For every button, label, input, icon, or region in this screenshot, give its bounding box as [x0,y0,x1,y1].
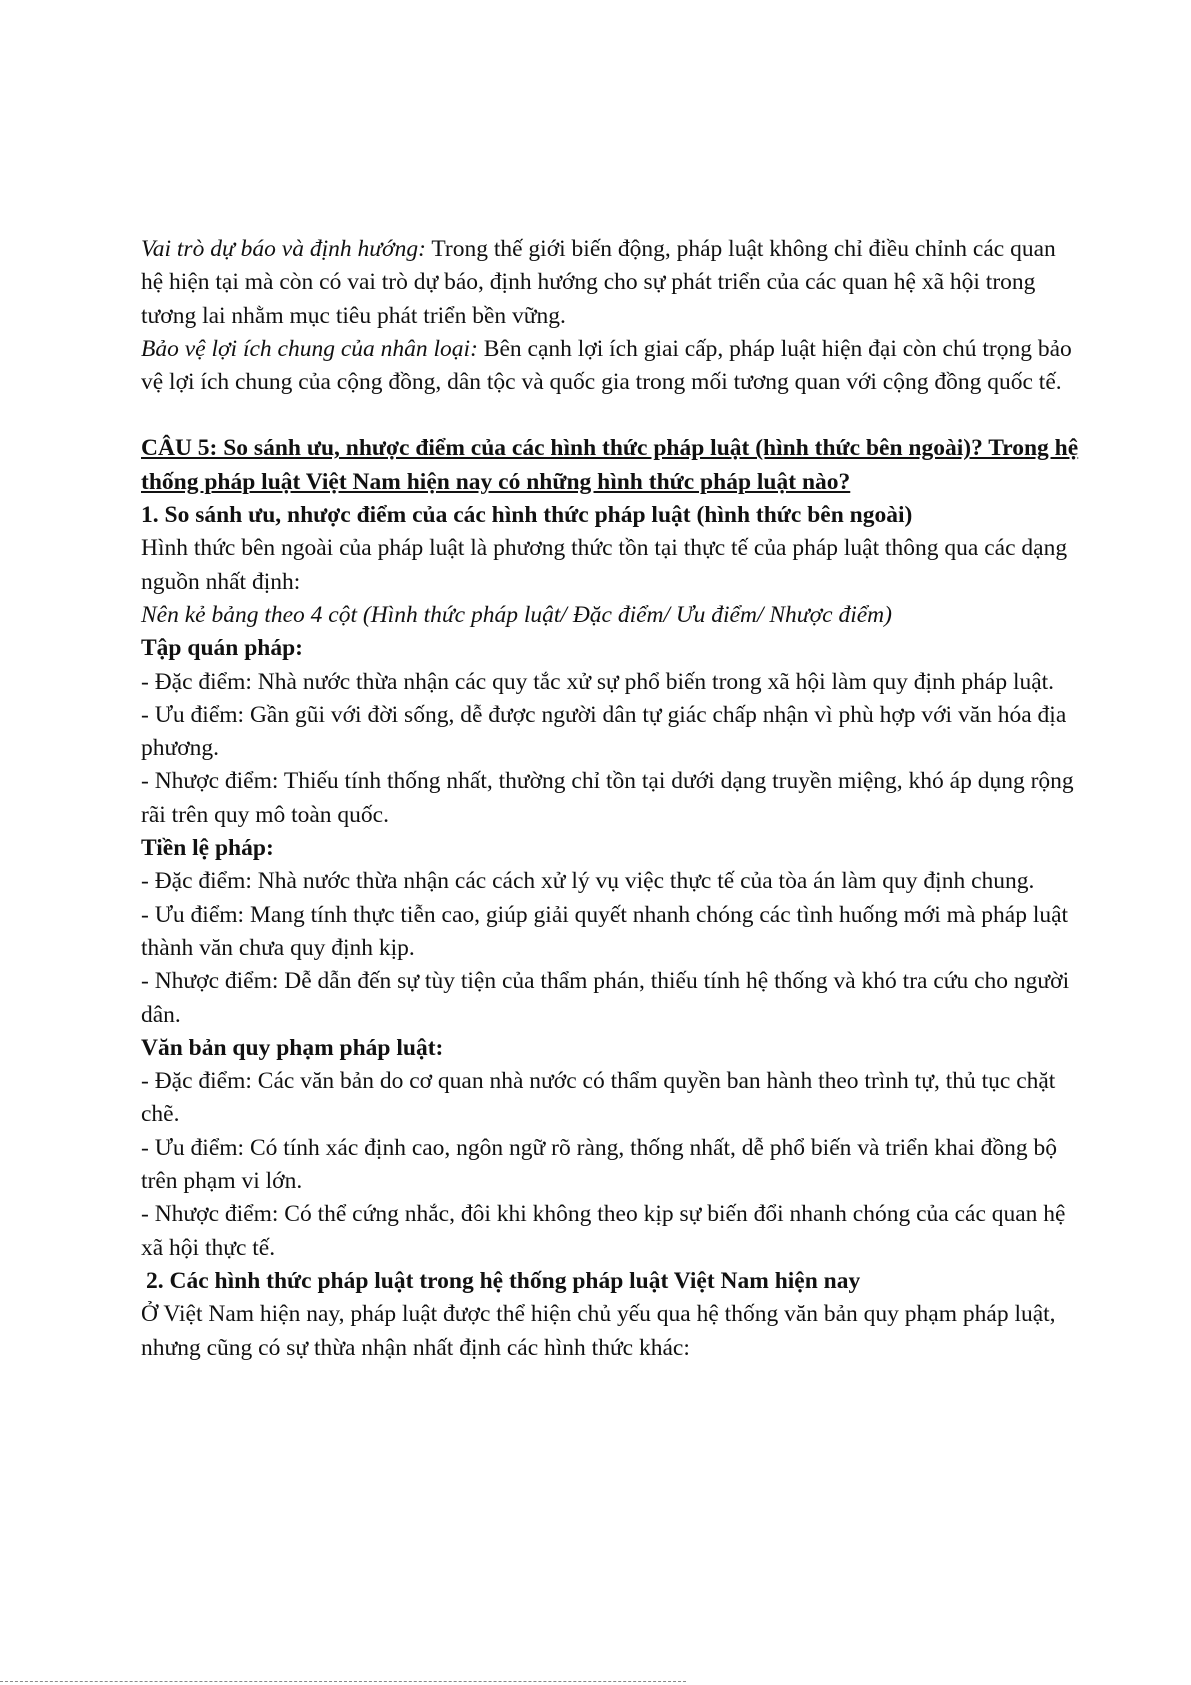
section2-text: Ở Việt Nam hiện nay, pháp luật được thể hiện chủ yếu qua hệ thống văn bản quy phạm pháp luật, nhưng cũng có sự thừa nhận nhất định các hình thức khác: [141,1301,1056,1361]
section1-intro: Hình thức bên ngoài của pháp luật là phương thức tồn tại thực tế của pháp luật thông qua các dạng nguồn nhất định: [141,535,1068,595]
spacer [141,399,1081,432]
form-point: - Đặc điểm: Nhà nước thừa nhận các cách xử lý vụ việc thực tế của tòa án làm quy định chung. [141,868,1035,895]
form-point: - Nhược điểm: Có thể cứng nhắc, đôi khi không theo kịp sự biến đổi nhanh chóng của các quan hệ xã hội thực tế. [141,1201,1066,1261]
intro-label: Bảo vệ lợi ích chung của nhân loại: [141,335,478,362]
document-body [141,233,1081,1365]
section2-heading: 2. Các hình thức pháp luật trong hệ thống pháp luật Việt Nam hiện nay [146,1267,861,1294]
section1-note: Nên kẻ bảng theo 4 cột (Hình thức pháp luật/ Đặc điểm/ Ưu điểm/ Nhược điểm) [141,601,892,628]
form-point: - Nhược điểm: Thiếu tính thống nhất, thường chỉ tồn tại dưới dạng truyền miệng, khó áp dụng rộng rãi trên quy mô toàn quốc. [141,768,1074,828]
form-point: - Ưu điểm: Gần gũi với đời sống, dễ được người dân tự giác chấp nhận vì phù hợp với văn hóa địa phương. [141,701,1067,762]
form-point: - Ưu điểm: Có tính xác định cao, ngôn ngữ rõ ràng, thống nhất, dễ phổ biến và triển khai đồng bộ trên phạm vi lớn. [141,1134,1057,1195]
page-footer-divider [0,1681,686,1682]
form-point: - Ưu điểm: Mang tính thực tiễn cao, giúp giải quyết nhanh chóng các tình huống mới mà pháp luật thành văn chưa quy định kịp. [141,901,1069,961]
form-point: - Đặc điểm: Nhà nước thừa nhận các quy tắc xử sự phổ biến trong xã hội làm quy định pháp luật. [141,668,1055,695]
form-title-legal-documents: Văn bản quy phạm pháp luật: [141,1034,444,1061]
intro-text: Trong thế giới biến động, pháp luật không chỉ điều chỉnh các quan hệ hiện tại mà còn có vai trò dự báo, định hướng cho sự phát triển của các quan hệ xã hội trong tương lai nhằm mục tiêu phát triển bền vững. [141,236,1056,329]
form-point: - Đặc điểm: Các văn bản do cơ quan nhà nước có thẩm quyền ban hành theo trình tự, thủ tục chặt chẽ. [141,1068,1056,1128]
form-point: - Nhược điểm: Dễ dẫn đến sự tùy tiện của thẩm phán, thiếu tính hệ thống và khó tra cứu cho người dân. [141,968,1070,1028]
intro-label: Vai trò dự báo và định hướng: [141,236,426,262]
form-title-customary-law: Tập quán pháp: [141,635,303,662]
question-heading: CÂU 5: So sánh ưu, nhược điểm của các hình thức pháp luật (hình thức bên ngoài)? Trong hệ thống pháp luật Việt Nam hiện nay có những hình thức pháp luật nào? [141,435,1079,495]
intro-paragraph-common-interest [141,333,1081,400]
intro-paragraph-forecast [141,233,1081,333]
section1-heading: 1. So sánh ưu, nhược điểm của các hình thức pháp luật (hình thức bên ngoài) [141,502,913,529]
intro-text: Bên cạnh lợi ích giai cấp, pháp luật hiện đại còn chú trọng bảo vệ lợi ích chung của cộng đồng, dân tộc và quốc gia trong mối tương quan với cộng đồng quốc tế. [141,335,1072,396]
form-title-precedent: Tiền lệ pháp: [141,835,274,862]
